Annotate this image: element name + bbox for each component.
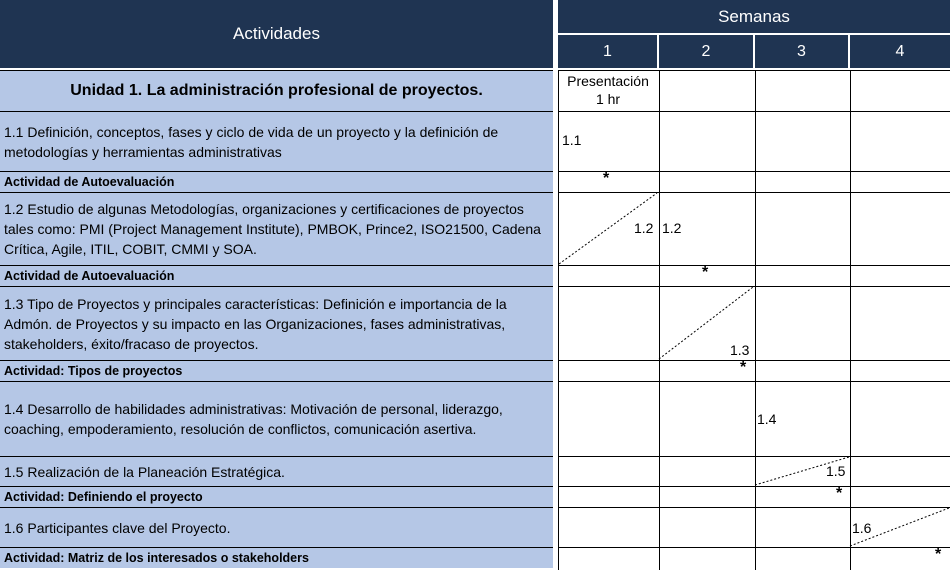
asterisk-mark: *	[935, 546, 942, 563]
topic-row-1-6: 1.6 Participantes clave del Proyecto.	[0, 507, 553, 547]
week-cell	[850, 286, 950, 360]
week-cell	[755, 265, 850, 286]
week-cell	[755, 547, 850, 570]
week-cell	[558, 381, 659, 456]
week-cell	[850, 265, 950, 286]
schedule-label-1-1: 1.1	[562, 132, 582, 148]
week-cell	[755, 192, 850, 265]
week-2-header: 2	[659, 35, 753, 68]
schedule-label-1-6: 1.6	[852, 520, 872, 536]
week-cell	[755, 507, 850, 547]
week-1-header: 1	[558, 35, 657, 68]
week-cell	[659, 111, 755, 171]
week-cell	[558, 507, 659, 547]
week-cell	[558, 456, 659, 486]
schedule-label-1-3: 1.3	[730, 342, 750, 358]
asterisk-mark: *	[702, 264, 709, 281]
topic-row-1-5: 1.5 Realización de la Planeación Estratégica.	[0, 456, 553, 486]
asterisk-mark: *	[836, 485, 843, 502]
week-cell	[755, 360, 850, 381]
activity-row: Actividad de Autoevaluación	[0, 265, 553, 286]
week-cell	[659, 547, 755, 570]
schedule-label-1-2-end: 1.2	[662, 220, 682, 236]
week-cell	[850, 171, 950, 192]
week-cell	[558, 360, 659, 381]
schedule-label-1-2-start: 1.2	[634, 220, 654, 236]
presentation-label: Presentación 1 hr	[567, 73, 649, 107]
activity-row: Actividad: Tipos de proyectos	[0, 360, 553, 381]
topic-row-1-3: 1.3 Tipo de Proyectos y principales características: Definición e importancia de la Admón. de Proyectos y su impacto en las Organizaciones, fases administrativas, stakeholders, éxito/fracaso de proyectos.	[0, 286, 553, 360]
week-cell	[850, 70, 950, 111]
week-cell	[755, 111, 850, 171]
week-cell	[755, 171, 850, 192]
week-cell	[850, 192, 950, 265]
activity-row: Actividad: Matriz de los interesados o stakeholders	[0, 547, 553, 568]
week-cell	[850, 381, 950, 456]
unit-title-row: Unidad 1. La administración profesional de proyectos.	[0, 70, 553, 111]
week-cell	[850, 111, 950, 171]
week-cell	[755, 70, 850, 111]
week-cell	[558, 265, 659, 286]
topic-row-1-1: 1.1 Definición, conceptos, fases y ciclo de vida de un proyecto y la definición de metodologías y herramientas administrativas	[0, 111, 553, 171]
week-cell	[755, 286, 850, 360]
week-cell	[659, 171, 755, 192]
week-4-header: 4	[850, 35, 950, 68]
week-cell	[850, 360, 950, 381]
week-cell	[558, 547, 659, 570]
week-cell	[659, 381, 755, 456]
week-cell	[850, 486, 950, 507]
week-cell	[659, 70, 755, 111]
asterisk-mark: *	[740, 359, 747, 376]
activity-row: Actividad: Definiendo el proyecto	[0, 486, 553, 507]
week-cell	[558, 286, 659, 360]
week-cell	[850, 456, 950, 486]
week-3-header: 3	[755, 35, 848, 68]
header-weeks: Semanas	[558, 0, 950, 33]
week-cell	[558, 486, 659, 507]
topic-row-1-4: 1.4 Desarrollo de habilidades administrativas: Motivación de personal, liderazgo, coaching, empoderamiento, resolución de conflictos, comunicación asertiva.	[0, 381, 553, 456]
week-cell	[659, 456, 755, 486]
header-activities: Actividades	[0, 0, 553, 68]
week-cell	[659, 507, 755, 547]
schedule-label-1-4: 1.4	[757, 411, 777, 427]
activity-row: Actividad de Autoevaluación	[0, 171, 553, 192]
topic-row-1-2: 1.2 Estudio de algunas Metodologías, organizaciones y certificaciones de proyectos tales como: PMI (Project Management Institute), PMBOK, Prince2, ISO21500, Cadena Crítica, Agile, ITIL, COBIT, CMMI y SOA.	[0, 192, 553, 265]
schedule-label-1-5: 1.5	[826, 463, 846, 479]
week-cell	[659, 486, 755, 507]
asterisk-mark: *	[603, 170, 610, 187]
